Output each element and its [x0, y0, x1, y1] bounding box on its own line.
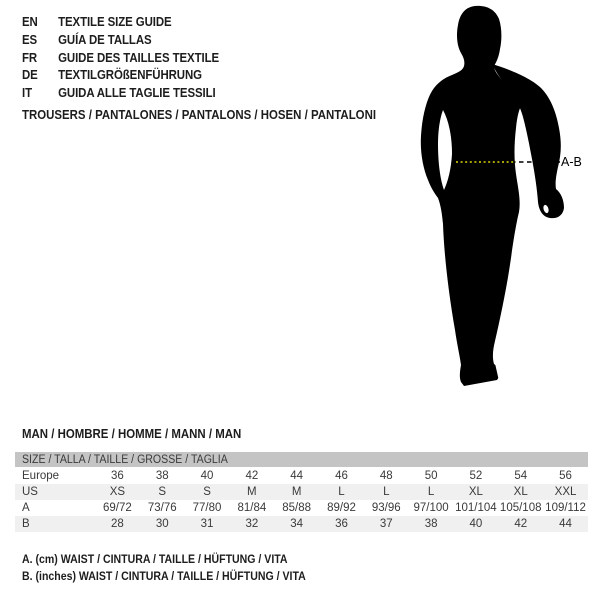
size-cell: 42 — [514, 518, 528, 530]
language-code: FR — [22, 49, 38, 65]
size-cell: 28 — [111, 518, 124, 530]
size-cell: XS — [109, 486, 126, 498]
size-cell: L — [427, 486, 435, 498]
size-cell: 77/80 — [192, 502, 222, 514]
size-cell: 30 — [155, 518, 169, 530]
size-cell: S — [203, 486, 211, 498]
size-cell: 97/100 — [413, 502, 449, 514]
size-cell: 42 — [245, 470, 259, 482]
size-cell: 44 — [290, 470, 304, 482]
size-cell: 36 — [111, 470, 124, 482]
size-cell: L — [383, 486, 390, 498]
size-table — [15, 452, 588, 532]
footnotes — [22, 551, 306, 584]
footnote: A. (cm) WAIST / CINTURA / TAILLE / HÜFTUNG / VITA — [22, 552, 288, 566]
size-row-a — [15, 500, 588, 516]
size-cell: 81/84 — [237, 502, 267, 514]
size-cell: L — [338, 486, 345, 498]
size-cell: 44 — [559, 518, 572, 530]
size-row-label: US — [22, 486, 38, 498]
size-table-header — [15, 452, 588, 467]
size-cell: 109/112 — [545, 502, 586, 514]
language-label: GUÍA DE TALLAS — [58, 32, 152, 48]
language-label: GUIDA ALLE TAGLIE TESSILI — [58, 85, 216, 101]
size-cell: 40 — [200, 470, 214, 482]
size-row-us — [15, 484, 588, 500]
size-row-label: Europe — [22, 470, 60, 482]
size-cell: S — [158, 486, 167, 498]
size-cell: M — [247, 486, 257, 498]
size-cell: 69/72 — [103, 502, 132, 514]
size-table-header-label: SIZE / TALLA / TAILLE / GRÖSSE / TAGLIA — [22, 453, 228, 466]
size-cell: M — [291, 486, 302, 498]
language-code: EN — [22, 14, 38, 30]
size-cell: 93/96 — [371, 502, 401, 514]
language-label: TEXTILE SIZE GUIDE — [58, 14, 172, 30]
size-cell: 101/104 — [455, 502, 497, 514]
size-cell: 105/108 — [499, 502, 542, 514]
size-cell: 37 — [379, 518, 393, 530]
size-cell: XXL — [554, 486, 577, 498]
language-code: DE — [22, 67, 38, 83]
size-table-body — [15, 468, 588, 532]
size-row-b — [15, 516, 588, 532]
footnote: B. (inches) WAIST / CINTURA / TAILLE / HÜFTUNG / VITA — [22, 568, 306, 583]
size-cell: 54 — [514, 470, 528, 482]
size-cell: 31 — [200, 518, 214, 530]
size-cell: 85/88 — [282, 502, 312, 514]
language-label: TEXTILGRÖßENFÜHRUNG — [58, 67, 202, 83]
size-cell: 34 — [290, 518, 304, 530]
measure-label: A-B — [561, 155, 582, 169]
size-row-europe — [15, 468, 588, 484]
size-cell: 56 — [559, 470, 572, 482]
size-cell: 36 — [335, 518, 348, 530]
size-cell: 73/76 — [147, 502, 177, 514]
gender-title: MAN / HOMBRE / HOMME / MANN / MAN — [22, 426, 242, 441]
size-cell: 89/92 — [327, 502, 356, 514]
language-label: GUIDE DES TAILLES TEXTILE — [58, 49, 220, 65]
size-cell: 48 — [379, 470, 393, 482]
size-cell: XL — [513, 486, 528, 498]
size-cell: XL — [468, 486, 483, 498]
size-cell: 46 — [335, 470, 348, 482]
category-title: TROUSERS / PANTALONES / PANTALONS / HOSEN / PANTALONI — [22, 107, 377, 122]
size-cell: 38 — [424, 518, 438, 530]
size-cell: 52 — [469, 470, 483, 482]
size-cell: 40 — [469, 518, 483, 530]
size-row-label: B — [22, 518, 30, 530]
man-silhouette — [421, 6, 522, 386]
language-code: ES — [22, 32, 38, 48]
size-row-label: A — [22, 502, 30, 514]
language-code: IT — [22, 85, 32, 101]
size-cell: 38 — [155, 470, 169, 482]
size-cell: 50 — [424, 470, 438, 482]
size-cell: 32 — [245, 518, 259, 530]
